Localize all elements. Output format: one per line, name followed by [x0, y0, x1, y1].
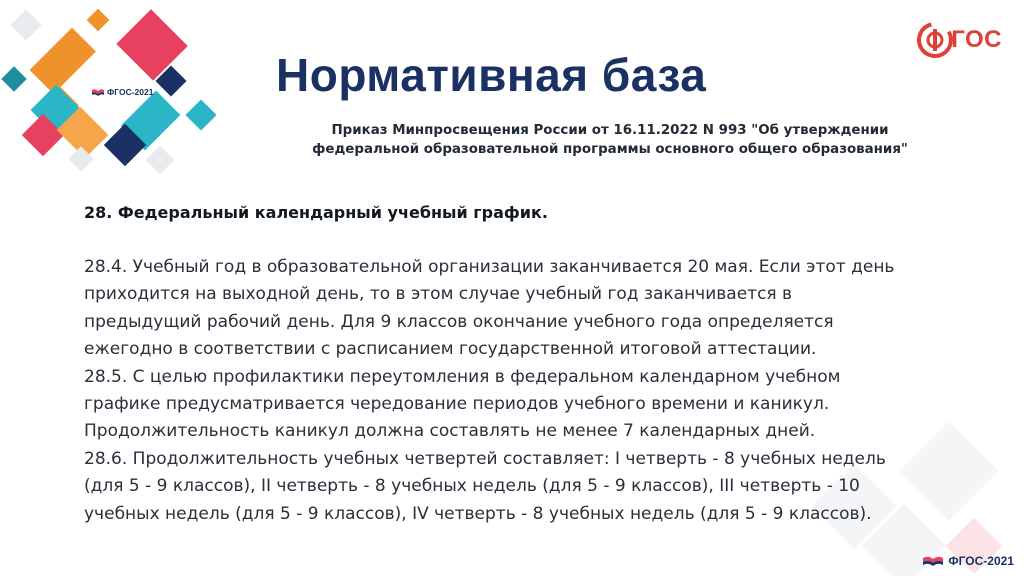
subtitle-line: Приказ Минпросвещения России от 16.11.2022 N 993 "Об утверждении	[331, 123, 889, 138]
section-heading: 28. Федеральный календарный учебный график.	[84, 203, 548, 222]
body-line: 28.6. Продолжительность учебных четвертей составляет: I четверть - 8 учебных недель	[84, 448, 886, 469]
body-line: 28.4. Учебный год в образовательной организации заканчивается 20 мая. Если этот день	[84, 257, 895, 277]
body-line: ежегодно в соответствии с расписанием государственной итоговой аттестации.	[84, 339, 817, 360]
book-wave-icon	[91, 87, 105, 97]
body-line: Продолжительность каникул должна составлять не менее 7 календарных дней.	[84, 421, 816, 442]
body-line: предыдущий рабочий день. Для 9 классов окончание учебного года определяется	[84, 311, 834, 332]
book-wave-icon	[922, 554, 944, 568]
footer-badge	[922, 554, 1014, 568]
body-line: приходится на выходной день, то в этом случае учебный год заканчивается в	[84, 284, 793, 305]
body-line: учебных недель (для 5 - 9 классов), IV четверть - 8 учебных недель (для 5 - 9 классов).	[84, 503, 872, 524]
fgos-logo-text: ГОС	[951, 26, 1002, 53]
body-line: (для 5 - 9 классов), II четверть - 8 учебных недель (для 5 - 9 классов), III четверть - 10	[84, 476, 860, 497]
page-subtitle	[260, 121, 960, 159]
fgos-logo-icon	[915, 20, 955, 60]
body-line: графике предусматривается чередование периодов учебного времени и каникул.	[84, 394, 830, 415]
subtitle-line: федеральной образовательной программы основного общего образования"	[312, 142, 908, 157]
page-title: Нормативная база	[276, 49, 707, 101]
footer-badge-label: ФГОС-2021	[948, 554, 1014, 568]
cluster-badge	[91, 87, 153, 97]
fgos-logo	[915, 18, 1002, 62]
body-line: 28.5. С целью профилактики переутомления в федеральном календарном учебном	[84, 366, 841, 387]
cluster-badge-label: ФГОС-2021	[107, 87, 154, 97]
body-text	[84, 254, 1014, 528]
